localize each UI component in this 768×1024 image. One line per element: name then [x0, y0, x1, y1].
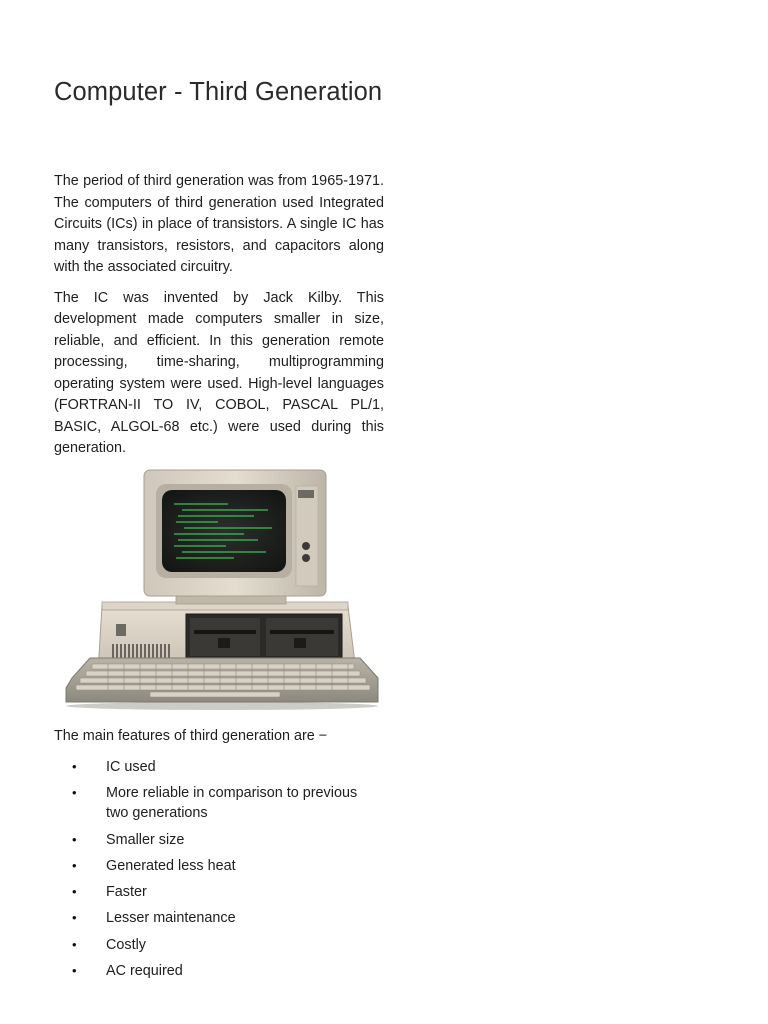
- article-body: [54, 76, 384, 460]
- feature-text: Generated less heat: [106, 857, 236, 874]
- bullet-icon: •: [72, 759, 77, 774]
- feature-text: AC required: [106, 963, 183, 980]
- bullet-icon: •: [72, 963, 77, 979]
- feature-text: Costly: [106, 936, 146, 953]
- list-item: [54, 757, 368, 777]
- bullet-icon: •: [72, 785, 77, 801]
- features-intro: The main features of third generation are −: [54, 728, 328, 744]
- computer-illustration: [58, 466, 382, 712]
- computer-image: [58, 466, 382, 712]
- feature-text: IC used: [106, 759, 156, 775]
- list-item: [54, 783, 368, 823]
- feature-text: Faster: [106, 884, 147, 901]
- feature-text: More reliable in comparison to previous two generations: [106, 785, 358, 822]
- bullet-icon: •: [72, 936, 77, 952]
- bullet-icon: •: [72, 884, 77, 900]
- features-list: [54, 757, 384, 987]
- feature-text: Lesser maintenance: [106, 910, 236, 927]
- paragraph-1: The period of third generation was from 1965-1971. The computers of third generation used Integrated Circuits (ICs) in place of transistors. A single IC has many transistors, resistors, and capacitors along with the associated circuitry.: [54, 173, 384, 275]
- paragraph-2: The IC was invented by Jack Kilby. This development made computers smaller in size, reliable, and efficient. In this generation remote processing, time-sharing, multiprogramming operating system were used. High-level languages (FORTRAN-II TO IV, COBOL, PASCAL PL/1, BASIC, ALGOL-68 etc.) were used during this generation.: [54, 289, 384, 456]
- bullet-icon: •: [72, 910, 77, 926]
- list-item: [54, 935, 368, 955]
- page-title: Computer - Third Generation: [54, 78, 383, 106]
- list-item: [54, 830, 368, 850]
- feature-text: Smaller size: [106, 831, 185, 848]
- bullet-icon: •: [72, 831, 77, 847]
- list-item: [54, 856, 368, 876]
- list-item: [54, 882, 368, 902]
- list-item: [54, 961, 368, 981]
- bullet-icon: •: [72, 857, 77, 873]
- list-item: [54, 908, 368, 928]
